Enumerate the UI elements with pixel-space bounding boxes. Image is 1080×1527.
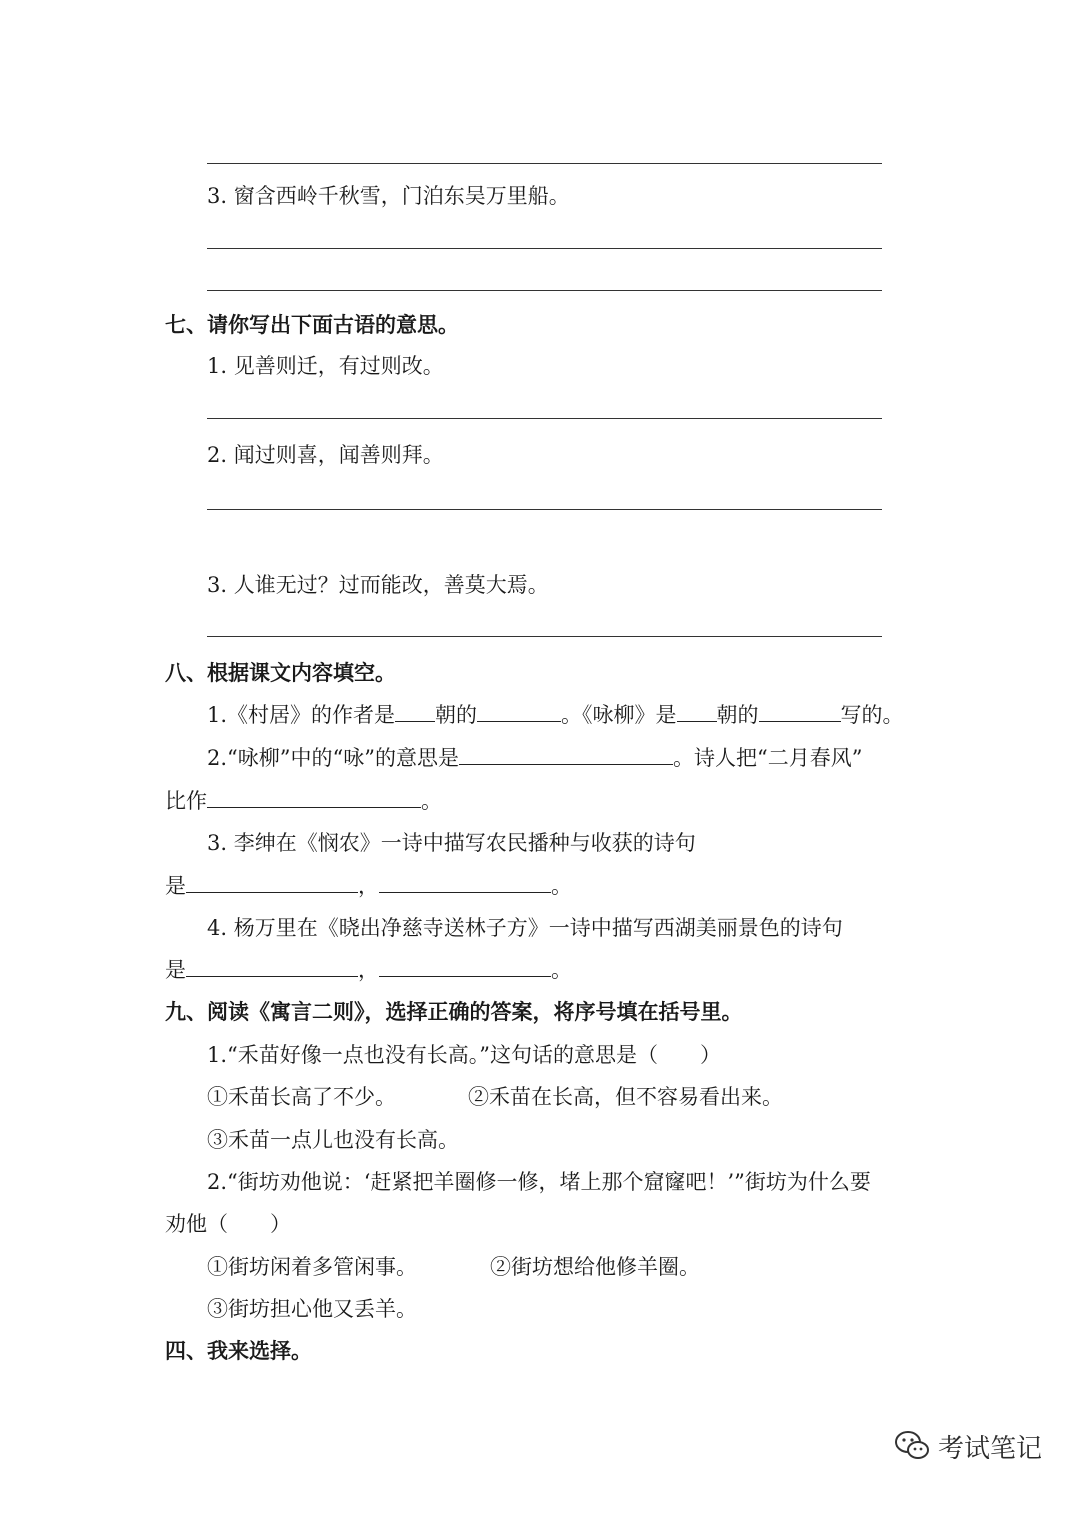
q8-1-text-a: 1.《村居》的作者是	[207, 703, 396, 727]
question-7-2: 2. 闻过则喜，闻善则拜。	[207, 443, 444, 467]
q8-2-text-b: 。诗人把“二月春风”	[672, 746, 863, 770]
option-9-2-2[interactable]: ②街坊想给他修羊圈。	[490, 1255, 700, 1279]
question-9-2-cont: 劝他（ ）	[165, 1212, 291, 1236]
q8-4-text-b: 是	[165, 958, 186, 982]
q8-3-text-d: 。	[551, 874, 572, 898]
fill-blank[interactable]	[395, 701, 435, 722]
q8-2-text-c: 比作	[165, 789, 207, 813]
section-7-title: 七、请你写出下面古语的意思。	[165, 313, 459, 337]
option-9-2-1[interactable]: ①街坊闲着多管闲事。	[207, 1255, 417, 1279]
answer-line	[207, 509, 882, 510]
option-9-1-1[interactable]: ①禾苗长高了不少。	[207, 1085, 396, 1109]
fill-blank[interactable]	[677, 701, 717, 722]
question-6-3: 3. 窗含西岭千秋雪，门泊东吴万里船。	[207, 184, 570, 208]
question-8-2-cont	[165, 786, 442, 816]
q8-1-text-e: 写的。	[840, 703, 904, 727]
fill-blank[interactable]	[759, 701, 841, 722]
fill-blank[interactable]	[379, 956, 551, 977]
fill-blank[interactable]	[207, 787, 421, 808]
question-8-2	[207, 743, 862, 773]
q8-2-text-a: 2.“咏柳”中的“咏”的意思是	[207, 746, 459, 770]
fill-blank[interactable]	[477, 701, 561, 722]
watermark-text: 考试笔记	[937, 1434, 1042, 1464]
question-7-1: 1. 见善则迁，有过则改。	[207, 354, 444, 378]
q8-4-text-c: ，	[358, 958, 379, 982]
fill-blank[interactable]	[186, 872, 358, 893]
question-8-4: 4. 杨万里在《晓出净慈寺送林子方》一诗中描写西湖美丽景色的诗句	[207, 916, 843, 940]
question-8-1	[207, 700, 904, 730]
option-9-2-3[interactable]: ③街坊担心他又丢羊。	[207, 1297, 417, 1321]
answer-line	[207, 248, 882, 249]
question-8-3: 3. 李绅在《悯农》一诗中描写农民播种与收获的诗句	[207, 831, 696, 855]
fill-blank[interactable]	[459, 744, 673, 765]
question-9-2: 2.“街坊劝他说：‘赶紧把羊圈修一修，堵上那个窟窿吧！’”街坊为什么要	[207, 1170, 871, 1194]
question-9-1: 1.“禾苗好像一点也没有长高。”这句话的意思是（ ）	[207, 1043, 722, 1067]
option-9-1-2[interactable]: ②禾苗在长高，但不容易看出来。	[468, 1085, 783, 1109]
question-7-3: 3. 人谁无过？过而能改，善莫大焉。	[207, 573, 549, 597]
q8-1-text-d: 朝的	[716, 703, 759, 727]
wechat-icon	[894, 1429, 930, 1465]
section-4-title: 四、我来选择。	[165, 1339, 312, 1363]
answer-line	[207, 163, 882, 164]
fill-blank[interactable]	[186, 956, 358, 977]
q8-3-text-c: ，	[358, 874, 379, 898]
q8-1-text-b: 朝的	[435, 703, 478, 727]
q8-3-text-b: 是	[165, 874, 186, 898]
q8-1-text-c: 。《咏柳》是	[561, 703, 677, 727]
answer-line	[207, 636, 882, 637]
question-8-3-cont	[165, 871, 572, 901]
question-8-4-cont	[165, 955, 572, 985]
q8-2-text-d: 。	[421, 789, 442, 813]
section-9-title: 九、阅读《寓言二则》，选择正确的答案，将序号填在括号里。	[165, 1000, 743, 1024]
option-9-1-3[interactable]: ③禾苗一点儿也没有长高。	[207, 1128, 459, 1152]
answer-line	[207, 290, 882, 291]
watermark	[894, 1428, 1042, 1465]
section-8-title: 八、根据课文内容填空。	[165, 661, 396, 685]
answer-line	[207, 418, 882, 419]
q8-4-text-d: 。	[551, 958, 572, 982]
fill-blank[interactable]	[379, 872, 551, 893]
